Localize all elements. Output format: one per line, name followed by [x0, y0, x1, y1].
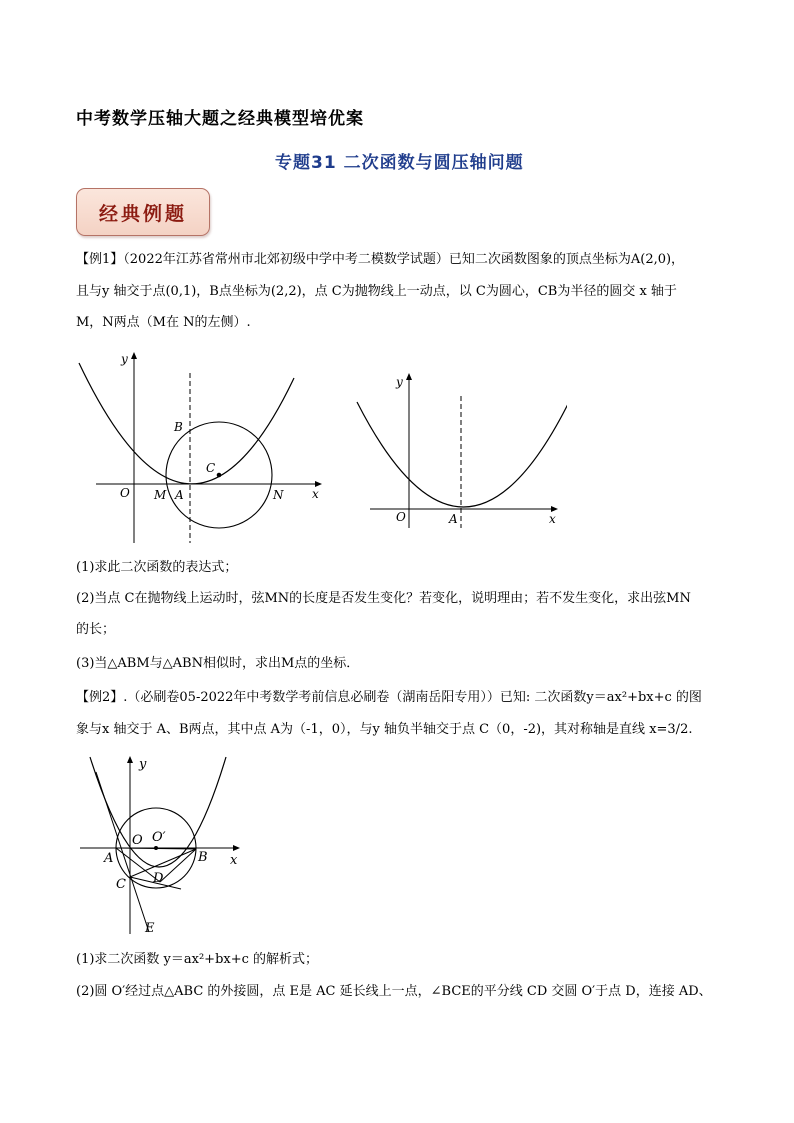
- y-label: y: [396, 375, 403, 389]
- example1-question2-line2: 的长；: [76, 622, 116, 637]
- d-label: D: [153, 871, 164, 886]
- a-label: A: [104, 851, 114, 866]
- parabola-curve: [79, 363, 294, 484]
- x-label: x: [230, 853, 238, 868]
- x-label: x: [312, 487, 319, 501]
- b-label: B: [198, 850, 208, 865]
- example1-line2: 且与y 轴交于点(0,1)，B点坐标为(2,2)，点 C为抛物线上一动点，以 C为圆心，CB为半径的圆交 x 轴于: [76, 284, 677, 299]
- example2-line2: 象与x 轴交于 A、B两点，其中点 A为（-1，0），与y 轴负半轴交于点 C（0，-2)，其对称轴是直线 x=3/2.: [76, 722, 693, 737]
- example1-line1: 【例1】（2022年江苏省常州市北郊初级中学中考二模数学试题）已知二次函数图象的顶点坐标为A(2,0)，: [76, 252, 685, 267]
- x-label: x: [549, 512, 556, 526]
- y-label: y: [139, 757, 147, 772]
- a-label: A: [449, 512, 458, 526]
- a-label: A: [175, 488, 184, 502]
- example1-line3: M，N两点（M在 N的左侧）.: [76, 315, 251, 330]
- origin-label: O: [120, 486, 130, 500]
- origin-label: O: [396, 510, 406, 524]
- n-label: N: [273, 488, 284, 502]
- example2-question2: (2)圆 O′经过点△ABC 的外接圆，点 E是 AC 延长线上一点，∠BCE的平分线 CD 交圆 O′于点 D，连接 AD、: [76, 984, 712, 999]
- origin-label: O: [132, 833, 143, 848]
- parabola-curve: [357, 402, 567, 507]
- example2-question1: (1)求二次函数 y＝ax²+bx+c 的解析式；: [76, 952, 319, 967]
- example1-question2-line1: (2)当点 C在抛物线上运动时，弦MN的长度是否发生变化？若变化，说明理由；若不发生变化，求出弦MN: [76, 591, 691, 606]
- topic-title: 专题31 二次函数与圆压轴问题: [275, 153, 524, 173]
- e-label: E: [145, 921, 155, 936]
- c-label: C: [116, 877, 126, 892]
- o-prime-label: O′: [152, 830, 166, 845]
- example1-figure2: [352, 370, 567, 532]
- section-badge: [76, 188, 210, 236]
- example2-figure: [76, 752, 256, 942]
- document-title: 中考数学压轴大题之经典模型培优案: [76, 109, 364, 129]
- c-label: C: [206, 461, 216, 475]
- section-badge-label: 经典例题: [98, 202, 187, 225]
- m-label: M: [154, 488, 167, 502]
- example1-question1: (1)求此二次函数的表达式；: [76, 560, 238, 575]
- example1-figure1: [76, 348, 344, 548]
- y-label: y: [121, 352, 128, 366]
- example2-line1: 【例2】.（必刷卷05-2022年中考数学考前信息必刷卷（湖南岳阳专用））已知: 二次函数y＝ax²+bx+c 的图: [76, 690, 702, 705]
- b-label: B: [174, 420, 183, 434]
- point-c: [217, 473, 222, 478]
- example1-question3: (3)当△ABM与△ABN相似时，求出M点的坐标．: [76, 656, 360, 671]
